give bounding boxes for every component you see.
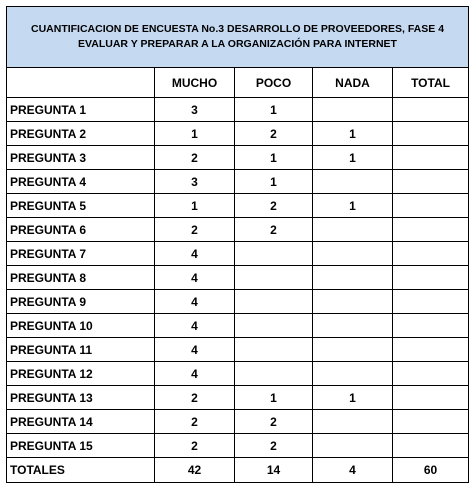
table-row: [7, 98, 469, 122]
header-row: [7, 68, 469, 98]
question-label: PREGUNTA 5: [7, 194, 155, 218]
question-label: PREGUNTA 14: [7, 410, 155, 434]
cell-mucho: 3: [155, 98, 235, 122]
cell-nada: [313, 218, 393, 242]
cell-poco: [235, 362, 313, 386]
cell-total: [393, 410, 469, 434]
cell-total: [393, 338, 469, 362]
question-label: PREGUNTA 13: [7, 386, 155, 410]
question-label: PREGUNTA 8: [7, 266, 155, 290]
cell-mucho: 4: [155, 242, 235, 266]
table-row: [7, 194, 469, 218]
header-empty: [7, 68, 155, 98]
question-label: PREGUNTA 1: [7, 98, 155, 122]
cell-mucho: 1: [155, 122, 235, 146]
cell-total: [393, 314, 469, 338]
cell-poco: 1: [235, 386, 313, 410]
total-nada: 4: [313, 458, 393, 483]
cell-poco: 2: [235, 122, 313, 146]
cell-total: [393, 146, 469, 170]
table-row: [7, 386, 469, 410]
cell-nada: 1: [313, 122, 393, 146]
table-row: [7, 314, 469, 338]
cell-mucho: 4: [155, 314, 235, 338]
cell-total: [393, 242, 469, 266]
table-row: [7, 122, 469, 146]
cell-mucho: 2: [155, 386, 235, 410]
cell-total: [393, 362, 469, 386]
totals-label: TOTALES: [7, 458, 155, 483]
cell-total: [393, 170, 469, 194]
question-label: PREGUNTA 9: [7, 290, 155, 314]
cell-nada: 1: [313, 146, 393, 170]
cell-mucho: 2: [155, 146, 235, 170]
cell-total: [393, 218, 469, 242]
table-title: CUANTIFICACION DE ENCUESTA No.3 DESARROLLO DE PROVEEDORES, FASE 4 EVALUAR Y PREPARAR A LA ORGANIZACIÓN PARA INTERNET: [7, 7, 469, 68]
cell-mucho: 4: [155, 266, 235, 290]
header-total: TOTAL: [393, 68, 469, 98]
header-poco: POCO: [235, 68, 313, 98]
cell-nada: [313, 362, 393, 386]
cell-nada: 1: [313, 386, 393, 410]
cell-poco: 2: [235, 218, 313, 242]
cell-poco: 1: [235, 170, 313, 194]
cell-mucho: 2: [155, 410, 235, 434]
cell-nada: [313, 314, 393, 338]
cell-nada: [313, 410, 393, 434]
cell-nada: [313, 290, 393, 314]
total-mucho: 42: [155, 458, 235, 483]
table-row: [7, 434, 469, 458]
cell-nada: [313, 266, 393, 290]
cell-mucho: 4: [155, 290, 235, 314]
question-label: PREGUNTA 10: [7, 314, 155, 338]
cell-total: [393, 122, 469, 146]
header-mucho: MUCHO: [155, 68, 235, 98]
survey-table: [6, 6, 469, 483]
cell-mucho: 2: [155, 218, 235, 242]
table-row: [7, 362, 469, 386]
table-row: [7, 146, 469, 170]
cell-mucho: 4: [155, 362, 235, 386]
question-label: PREGUNTA 3: [7, 146, 155, 170]
table-row: [7, 338, 469, 362]
cell-poco: [235, 266, 313, 290]
cell-total: [393, 386, 469, 410]
total-total: 60: [393, 458, 469, 483]
cell-poco: [235, 314, 313, 338]
question-label: PREGUNTA 6: [7, 218, 155, 242]
cell-poco: [235, 338, 313, 362]
cell-nada: [313, 338, 393, 362]
cell-mucho: 4: [155, 338, 235, 362]
table-row: [7, 218, 469, 242]
question-label: PREGUNTA 12: [7, 362, 155, 386]
cell-poco: 2: [235, 410, 313, 434]
cell-nada: [313, 242, 393, 266]
survey-sheet: [6, 6, 468, 483]
cell-mucho: 2: [155, 434, 235, 458]
table-row: [7, 242, 469, 266]
cell-poco: 1: [235, 98, 313, 122]
question-label: PREGUNTA 2: [7, 122, 155, 146]
cell-total: [393, 194, 469, 218]
total-poco: 14: [235, 458, 313, 483]
question-label: PREGUNTA 11: [7, 338, 155, 362]
question-label: PREGUNTA 4: [7, 170, 155, 194]
cell-mucho: 1: [155, 194, 235, 218]
cell-poco: [235, 290, 313, 314]
cell-poco: 2: [235, 434, 313, 458]
table-row: [7, 170, 469, 194]
cell-poco: 2: [235, 194, 313, 218]
table-row: [7, 410, 469, 434]
cell-total: [393, 434, 469, 458]
cell-nada: [313, 170, 393, 194]
table-row: [7, 290, 469, 314]
cell-total: [393, 266, 469, 290]
cell-poco: [235, 242, 313, 266]
cell-nada: 1: [313, 194, 393, 218]
cell-total: [393, 98, 469, 122]
question-label: PREGUNTA 7: [7, 242, 155, 266]
cell-total: [393, 290, 469, 314]
header-nada: NADA: [313, 68, 393, 98]
cell-nada: [313, 98, 393, 122]
totals-row: [7, 458, 469, 483]
table-row: [7, 266, 469, 290]
cell-nada: [313, 434, 393, 458]
cell-mucho: 3: [155, 170, 235, 194]
question-label: PREGUNTA 15: [7, 434, 155, 458]
cell-poco: 1: [235, 146, 313, 170]
